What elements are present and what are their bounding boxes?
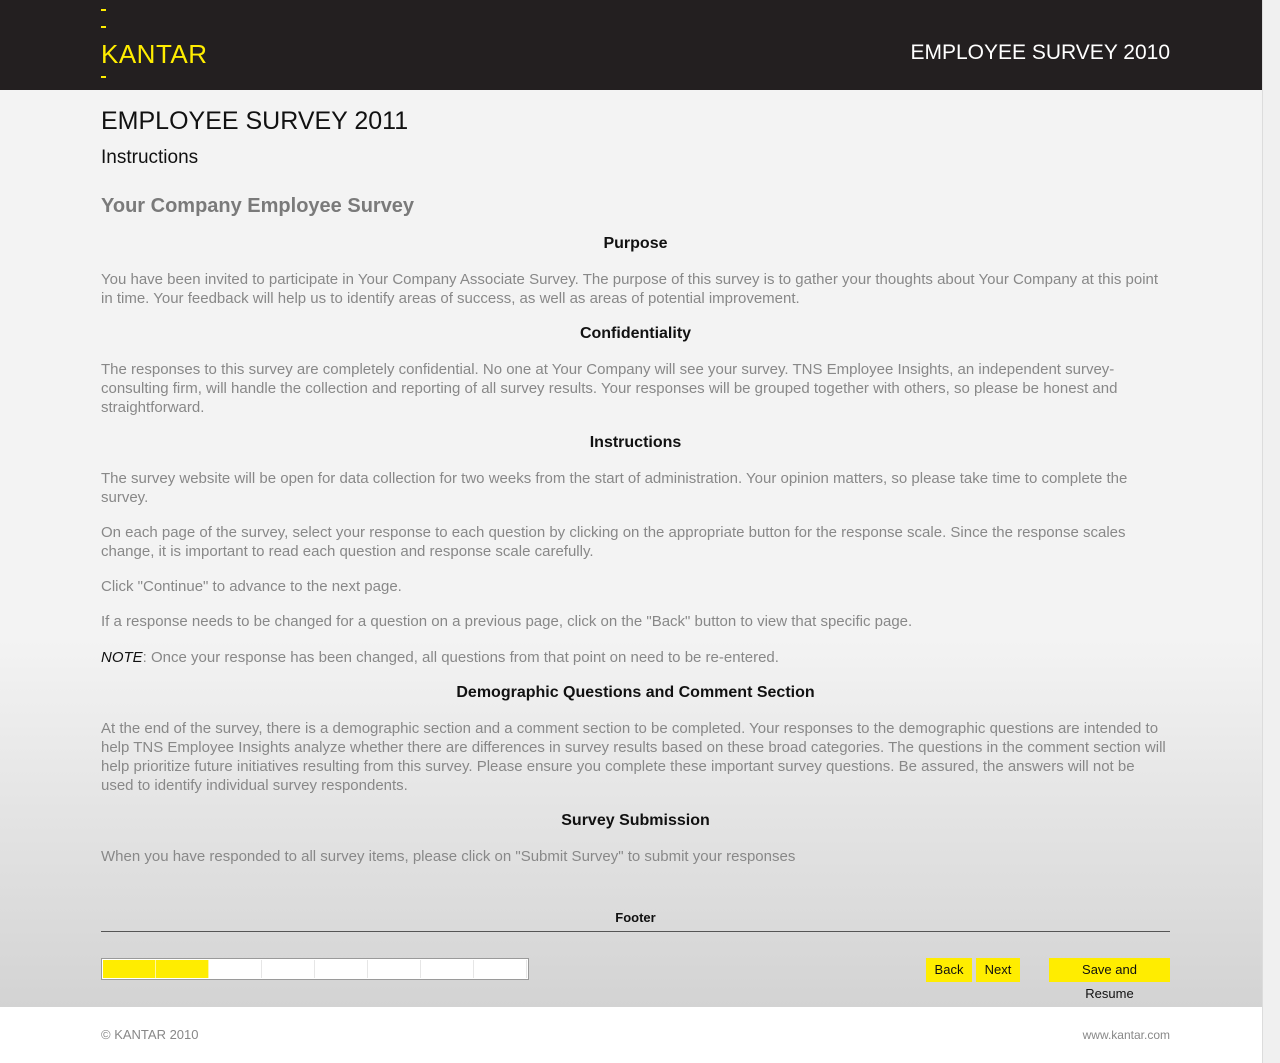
demographic-text: At the end of the survey, there is a demographic section and a comment section to be completed. Your responses to the demographic questions are intended to help TNS Employee Insights analyze whether there are differences in survey results based on these broad categories. The questions in the comment section will help prioritize future initiatives resulting from this survey. Please ensure you complete these important survey questions. Be assured, the answers will not be used to identify individual survey respondents. [101, 720, 1166, 794]
survey-name: Your Company Employee Survey [101, 195, 415, 217]
confidentiality-heading: Confidentiality [579, 325, 692, 342]
save-and-resume-button[interactable]: Save and Resume [1049, 958, 1170, 982]
progress-segment-empty [368, 960, 421, 978]
progress-segment-empty [315, 960, 368, 978]
purpose-heading: Purpose [603, 235, 668, 252]
note-text: : Once your response has been changed, all questions from that point on need to be re-entered. [142, 649, 779, 666]
instructions-heading: Instructions [589, 434, 682, 451]
page-title: EMPLOYEE SURVEY 2011 [101, 107, 409, 135]
back-button[interactable]: Back [926, 958, 972, 982]
progress-segment-empty [209, 960, 262, 978]
instructions-paragraph-4: If a response needs to be changed for a question on a previous page, click on the "Back" button to view that specific page. [101, 613, 913, 630]
progress-bar [101, 958, 529, 980]
submission-text: When you have responded to all survey items, please click on "Submit Survey" to submit your responses [101, 848, 796, 865]
progress-segment-empty [474, 960, 527, 978]
site-link[interactable]: www.kantar.com [1082, 1028, 1170, 1042]
vertical-scrollbar[interactable] [1262, 0, 1280, 1063]
progress-segment-empty [421, 960, 474, 978]
submission-heading: Survey Submission [561, 812, 710, 829]
logo-dash [101, 76, 106, 78]
kantar-logo [101, 4, 221, 86]
progress-segment-complete [103, 960, 156, 978]
logo-text: KANTAR [101, 39, 208, 69]
main-content [0, 90, 1263, 1007]
instructions-paragraph-1: The survey website will be open for data collection for two weeks from the start of administration. Your opinion matters, so please take time to complete the survey. [101, 470, 1128, 506]
page-footer [0, 1007, 1263, 1063]
next-button[interactable]: Next [976, 958, 1020, 982]
logo-dash [101, 9, 106, 11]
copyright-text: © KANTAR 2010 [101, 1027, 199, 1042]
instructions-paragraph-3: Click "Continue" to advance to the next page. [101, 578, 402, 595]
footer-label: Footer [615, 910, 656, 925]
instructions-note [101, 648, 1170, 667]
progress-segment-complete [156, 960, 209, 978]
instructions-paragraph-2: On each page of the survey, select your response to each question by clicking on the appropriate button for the response scale. Since the response scales change, it is important to read each question and response scale carefully. [101, 524, 1126, 560]
confidentiality-text: The responses to this survey are completely confidential. No one at Your Company will see your survey. TNS Employee Insights, an independent survey-consulting firm, will handle the collection and reporting of all survey results. Your responses will be grouped together with others, so please be honest and straightforward. [101, 361, 1118, 416]
logo-dash [101, 26, 106, 28]
purpose-text: You have been invited to participate in Your Company Associate Survey. The purpose of this survey is to gather your thoughts about Your Company at this point in time. Your feedback will help us to identify areas of success, as well as areas of potential improvement. [101, 271, 1159, 307]
note-label: NOTE [101, 649, 143, 666]
footer-divider [101, 931, 1170, 932]
header-title: EMPLOYEE SURVEY 2010 [910, 41, 1170, 64]
header-bar [0, 0, 1263, 90]
progress-segment-empty [262, 960, 315, 978]
demographic-heading: Demographic Questions and Comment Section [456, 684, 815, 701]
page-subtitle: Instructions [101, 147, 199, 168]
